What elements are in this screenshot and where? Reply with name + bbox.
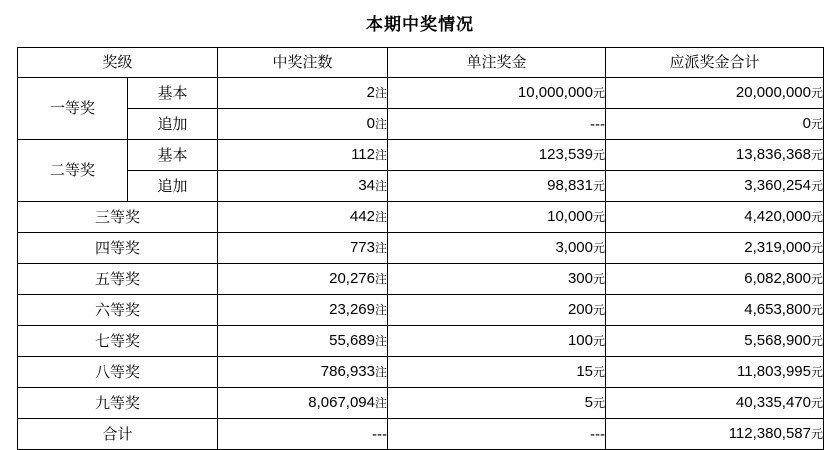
cell-winning-count-value: --- bbox=[372, 425, 388, 443]
cell-single-prize-unit: 元 bbox=[593, 148, 606, 162]
cell-winning-count-value: 8,067,094 bbox=[308, 394, 375, 411]
cell-prize-level: 八等奖 bbox=[18, 357, 218, 388]
cell-prize-subtype: 追加 bbox=[128, 109, 218, 140]
cell-single-prize-unit: 元 bbox=[593, 86, 606, 100]
cell-winning-count bbox=[218, 171, 388, 202]
cell-total-prize-value: 6,082,800 bbox=[744, 270, 811, 287]
table-container bbox=[0, 47, 840, 450]
cell-single-prize bbox=[388, 109, 606, 140]
cell-single-prize-value: 100 bbox=[567, 332, 593, 349]
cell-total-prize-unit: 元 bbox=[811, 396, 824, 410]
column-header-single-prize: 单注奖金 bbox=[388, 48, 606, 78]
cell-single-prize-value: 200 bbox=[567, 301, 593, 318]
cell-winning-count-unit: 注 bbox=[375, 272, 388, 286]
column-header-count: 中奖注数 bbox=[218, 48, 388, 78]
cell-winning-count-unit: 注 bbox=[375, 303, 388, 317]
cell-single-prize bbox=[388, 419, 606, 450]
cell-total-prize-unit: 元 bbox=[811, 117, 824, 131]
cell-single-prize-value: --- bbox=[590, 425, 606, 443]
cell-single-prize-unit: 元 bbox=[593, 241, 606, 255]
table-row bbox=[18, 78, 824, 109]
table-row bbox=[18, 264, 824, 295]
cell-total-prize bbox=[606, 264, 824, 295]
cell-single-prize-unit: 元 bbox=[593, 210, 606, 224]
cell-total-prize-unit: 元 bbox=[811, 427, 824, 441]
cell-total-prize bbox=[606, 388, 824, 419]
cell-single-prize bbox=[388, 78, 606, 109]
cell-single-prize-value: 98,831 bbox=[547, 177, 593, 194]
cell-single-prize-unit: 元 bbox=[593, 334, 606, 348]
table-header bbox=[18, 48, 824, 78]
cell-prize-level: 九等奖 bbox=[18, 388, 218, 419]
cell-prize-level: 六等奖 bbox=[18, 295, 218, 326]
prize-summary-table bbox=[17, 47, 824, 450]
cell-prize-level: 二等奖 bbox=[18, 140, 128, 202]
cell-prize-level: 七等奖 bbox=[18, 326, 218, 357]
cell-total-prize-unit: 元 bbox=[811, 272, 824, 286]
table-row bbox=[18, 171, 824, 202]
cell-prize-subtype: 追加 bbox=[128, 171, 218, 202]
cell-single-prize bbox=[388, 326, 606, 357]
cell-total-prize-value: 0 bbox=[802, 115, 811, 132]
cell-single-prize bbox=[388, 295, 606, 326]
cell-total-prize-unit: 元 bbox=[811, 179, 824, 193]
cell-winning-count bbox=[218, 78, 388, 109]
table-body bbox=[18, 78, 824, 450]
table-row bbox=[18, 357, 824, 388]
cell-single-prize-value: 3,000 bbox=[555, 239, 593, 256]
cell-total-prize-value: 11,803,995 bbox=[737, 363, 811, 380]
cell-prize-subtype: 基本 bbox=[128, 140, 218, 171]
cell-total-prize-value: 4,653,800 bbox=[744, 301, 811, 318]
cell-winning-count-unit: 注 bbox=[375, 365, 388, 379]
cell-winning-count-unit: 注 bbox=[375, 148, 388, 162]
cell-single-prize-value: 5 bbox=[584, 394, 593, 411]
cell-total-prize bbox=[606, 419, 824, 450]
cell-single-prize bbox=[388, 140, 606, 171]
cell-winning-count-value: 2 bbox=[366, 84, 375, 101]
cell-total-prize bbox=[606, 233, 824, 264]
cell-single-prize bbox=[388, 233, 606, 264]
table-row bbox=[18, 388, 824, 419]
cell-single-prize-unit: 元 bbox=[593, 303, 606, 317]
cell-winning-count-value: 0 bbox=[366, 115, 375, 132]
cell-winning-count-unit: 注 bbox=[375, 241, 388, 255]
cell-winning-count bbox=[218, 202, 388, 233]
cell-single-prize bbox=[388, 202, 606, 233]
page-title: 本期中奖情况 bbox=[366, 15, 474, 34]
cell-winning-count bbox=[218, 295, 388, 326]
cell-total-prize bbox=[606, 295, 824, 326]
cell-winning-count-value: 112 bbox=[351, 146, 375, 163]
cell-single-prize-value: 15 bbox=[576, 363, 593, 380]
cell-prize-subtype: 基本 bbox=[128, 78, 218, 109]
cell-total-prize bbox=[606, 78, 824, 109]
cell-total-prize-unit: 元 bbox=[811, 86, 824, 100]
cell-single-prize-unit: 元 bbox=[593, 396, 606, 410]
cell-total-prize-unit: 元 bbox=[811, 148, 824, 162]
column-header-total-prize: 应派奖金合计 bbox=[606, 48, 824, 78]
cell-total-prize-value: 3,360,254 bbox=[744, 177, 811, 194]
cell-single-prize-unit: 元 bbox=[593, 179, 606, 193]
cell-total-prize bbox=[606, 202, 824, 233]
cell-winning-count-unit: 注 bbox=[375, 396, 388, 410]
cell-winning-count-unit: 注 bbox=[375, 117, 388, 131]
cell-winning-count-value: 773 bbox=[349, 239, 375, 256]
cell-prize-level: 五等奖 bbox=[18, 264, 218, 295]
cell-total-prize-value: 112,380,587 bbox=[728, 425, 811, 442]
cell-single-prize-value: 300 bbox=[567, 270, 593, 287]
cell-total-prize-unit: 元 bbox=[811, 210, 824, 224]
cell-total-prize bbox=[606, 109, 824, 140]
cell-total-prize-unit: 元 bbox=[811, 303, 824, 317]
cell-winning-count bbox=[218, 388, 388, 419]
cell-prize-level: 四等奖 bbox=[18, 233, 218, 264]
cell-winning-count-unit: 注 bbox=[375, 179, 388, 193]
table-row bbox=[18, 326, 824, 357]
cell-winning-count bbox=[218, 140, 388, 171]
cell-single-prize-value: 10,000 bbox=[547, 208, 593, 225]
cell-single-prize bbox=[388, 264, 606, 295]
cell-winning-count-value: 23,269 bbox=[329, 301, 375, 318]
cell-single-prize-value: --- bbox=[590, 115, 606, 133]
table-row bbox=[18, 295, 824, 326]
cell-winning-count bbox=[218, 419, 388, 450]
cell-total-prize-unit: 元 bbox=[811, 334, 824, 348]
cell-winning-count-unit: 注 bbox=[375, 86, 388, 100]
cell-winning-count-value: 442 bbox=[349, 208, 375, 225]
table-row bbox=[18, 140, 824, 171]
cell-winning-count bbox=[218, 264, 388, 295]
cell-winning-count bbox=[218, 233, 388, 264]
cell-total-prize-unit: 元 bbox=[811, 241, 824, 255]
cell-single-prize-value: 123,539 bbox=[538, 146, 593, 163]
cell-winning-count-value: 20,276 bbox=[329, 270, 375, 287]
cell-winning-count-value: 55,689 bbox=[329, 332, 375, 349]
cell-total-prize-value: 5,568,900 bbox=[744, 332, 811, 349]
cell-total-prize-unit: 元 bbox=[811, 365, 824, 379]
table-header-row bbox=[18, 48, 824, 78]
cell-single-prize bbox=[388, 171, 606, 202]
cell-total-prize bbox=[606, 171, 824, 202]
cell-total-prize-value: 2,319,000 bbox=[744, 239, 811, 256]
cell-single-prize-unit: 元 bbox=[593, 272, 606, 286]
cell-total-prize-value: 20,000,000 bbox=[735, 84, 811, 101]
cell-winning-count-unit: 注 bbox=[375, 334, 388, 348]
cell-prize-level: 一等奖 bbox=[18, 78, 128, 140]
cell-winning-count bbox=[218, 326, 388, 357]
cell-single-prize-unit: 元 bbox=[593, 365, 606, 379]
cell-winning-count-value: 34 bbox=[358, 177, 375, 194]
cell-single-prize bbox=[388, 388, 606, 419]
cell-total-prize-value: 4,420,000 bbox=[744, 208, 811, 225]
cell-single-prize-value: 10,000,000 bbox=[517, 84, 593, 101]
cell-winning-count-unit: 注 bbox=[375, 210, 388, 224]
table-row bbox=[18, 202, 824, 233]
cell-single-prize bbox=[388, 357, 606, 388]
table-row bbox=[18, 419, 824, 450]
cell-total-prize bbox=[606, 326, 824, 357]
table-row bbox=[18, 233, 824, 264]
cell-total-prize bbox=[606, 140, 824, 171]
cell-winning-count bbox=[218, 357, 388, 388]
cell-prize-level: 合计 bbox=[18, 419, 218, 450]
cell-prize-level: 三等奖 bbox=[18, 202, 218, 233]
cell-winning-count bbox=[218, 109, 388, 140]
cell-winning-count-value: 786,933 bbox=[320, 363, 375, 380]
table-row bbox=[18, 109, 824, 140]
cell-total-prize-value: 40,335,470 bbox=[735, 394, 811, 411]
column-header-level: 奖级 bbox=[18, 48, 218, 78]
cell-total-prize-value: 13,836,368 bbox=[735, 146, 811, 163]
cell-total-prize bbox=[606, 357, 824, 388]
